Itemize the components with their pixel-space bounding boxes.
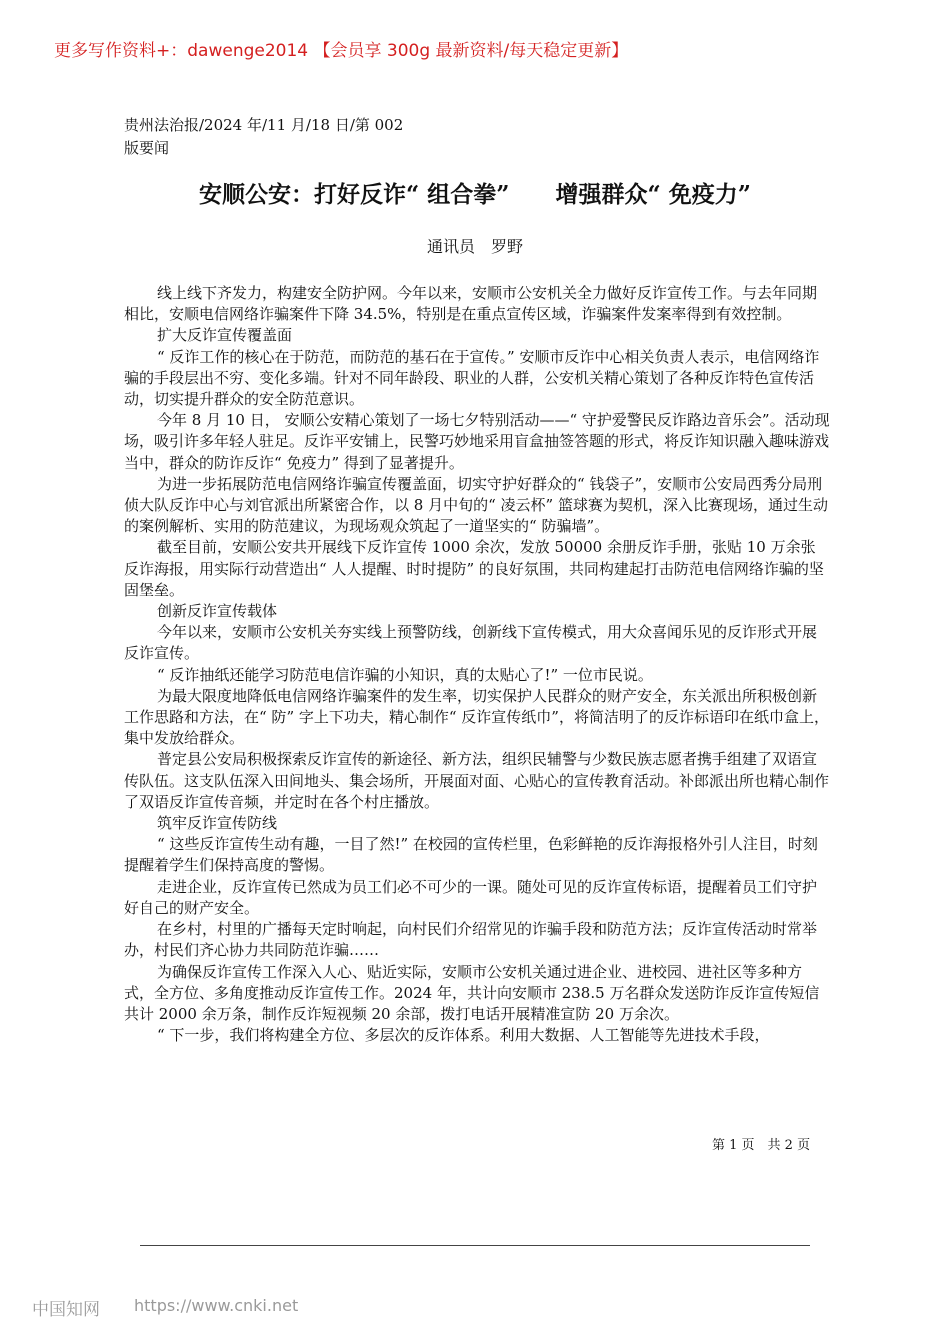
paragraph: “ 这些反诈宣传生动有趣，一目了然!” 在校园的宣传栏里，色彩鲜艳的反诈海报格外引人注目，时刻提醒着学生们保持高度的警惕。 bbox=[124, 835, 818, 875]
paragraph: 截至目前，安顺公安共开展线下反诈宣传 1000 余次，发放 50000 余册反诈手册，张贴 10 万余张反诈海报，用实际行动营造出“ 人人提醒、时时提防” 的良好氛围，共同构建起打击防范电信网络诈骗的坚固堡垒。 bbox=[124, 538, 824, 599]
paragraph: 为进一步拓展防范电信网络诈骗宣传覆盖面，切实守护好群众的“ 钱袋子”，安顺市公安局西秀分局刑侦大队反诈中心与刘官派出所紧密合作，以 8 月中旬的“ 凌云杯” 篮球赛为契机，深入比赛现场，通过生动的案例解析、实用的防范建议，为现场观众筑起了一道坚实的“ 防骗墙”。 bbox=[124, 474, 828, 536]
section-heading: 创新反诈宣传载体 bbox=[157, 602, 278, 621]
section-heading: 扩大反诈宣传覆盖面 bbox=[157, 326, 293, 345]
article-byline: 通讯员 罗野 bbox=[426, 237, 523, 256]
source-line bbox=[124, 114, 444, 160]
article-headline: 安顺公安：打好反诈“ 组合拳” 增强群众“ 免疫力” bbox=[199, 181, 751, 208]
article-body bbox=[124, 283, 830, 1046]
promo-banner: 更多写作资料+：dawenge2014 【会员享 300g 最新资料/每天稳定更新】 bbox=[54, 41, 629, 61]
cnki-watermark-url: https://www.cnki.net bbox=[134, 1296, 299, 1315]
source-line-2: 版要闻 bbox=[124, 139, 170, 157]
paragraph: 今年 8 月 10 日， 安顺公安精心策划了一场七夕特别活动——“ 守护爱警民反诈路边音乐会”。活动现场，吸引许多年轻人驻足。反诈平安铺上，民警巧妙地采用盲盒抽签答题的形式，将反诈知识融入趣味游戏当中，群众的防诈反诈“ 免疫力” 得到了显著提升。 bbox=[124, 411, 830, 472]
paragraph: 今年以来，安顺市公安机关夯实线上预警防线，创新线下宣传模式，用大众喜闻乐见的反诈形式开展反诈宣传。 bbox=[124, 623, 818, 663]
paragraph: “ 反诈工作的核心在于防范，而防范的基石在于宣传。” 安顺市反诈中心相关负责人表示，电信网络诈骗的手段层出不穷、变化多端。针对不同年龄段、职业的人群，公安机关精心策划了各种反诈特色宣传活动，切实提升群众的安全防范意识。 bbox=[124, 347, 820, 409]
paragraph: 为最大限度地降低电信网络诈骗案件的发生率，切实保护人民群众的财产安全，东关派出所积极创新工作思路和方法，在“ 防” 字上下功夫，精心制作“ 反诈宣传纸巾”，将简洁明了的反诈标语印在纸巾盒上，集中发放给群众。 bbox=[124, 686, 829, 748]
page-number: 第 1 页 共 2 页 bbox=[712, 1138, 811, 1153]
paragraph: 走进企业，反诈宣传已然成为员工们必不可少的一课。随处可见的反诈宣传标语，提醒着员工们守护好自己的财产安全。 bbox=[124, 877, 818, 917]
paragraph: “ 下一步，我们将构建全方位、多层次的反诈体系。利用大数据、人工智能等先进技术手段， bbox=[157, 1026, 770, 1045]
paragraph: 普定县公安局积极探索反诈宣传的新途径、新方法，组织民辅警与少数民族志愿者携手组建了双语宣传队伍。这支队伍深入田间地头、集会场所，开展面对面、心贴心的宣传教育活动。补郎派出所也精心制作了双语反诈宣传音频，并定时在各个村庄播放。 bbox=[124, 750, 830, 811]
paragraph: “ 反诈抽纸还能学习防范电信诈骗的小知识，真的太贴心了!” 一位市民说。 bbox=[157, 665, 653, 684]
paragraph: 线上线下齐发力，构建安全防护网。今年以来，安顺市公安机关全力做好反诈宣传工作。与去年同期相比，安顺电信网络诈骗案件下降 34.5%，特别是在重点宣传区域，诈骗案件发案率得到有效控制。 bbox=[124, 284, 818, 324]
paragraph: 为确保反诈宣传工作深入人心、贴近实际，安顺市公安机关通过进企业、进校园、进社区等多种方式，全方位、多角度推动反诈宣传工作。2024 年，共计向安顺市 238.5 万名群众发送防诈反诈宣传短信共计 2000 余万条，制作反诈短视频 20 余部，拨打电话开展精准宣防 20 万余次。 bbox=[124, 962, 820, 1023]
footer-divider bbox=[140, 1245, 810, 1246]
paragraph: 在乡村，村里的广播每天定时响起，向村民们介绍常见的诈骗手段和防范方法；反诈宣传活动时常举办，村民们齐心协力共同防范诈骗…… bbox=[124, 920, 818, 960]
source-line-1: 贵州法治报/2024 年/11 月/18 日/第 002 bbox=[124, 116, 404, 134]
section-heading: 筑牢反诈宣传防线 bbox=[157, 814, 278, 833]
cnki-watermark-logo: 中国知网 bbox=[32, 1300, 100, 1320]
